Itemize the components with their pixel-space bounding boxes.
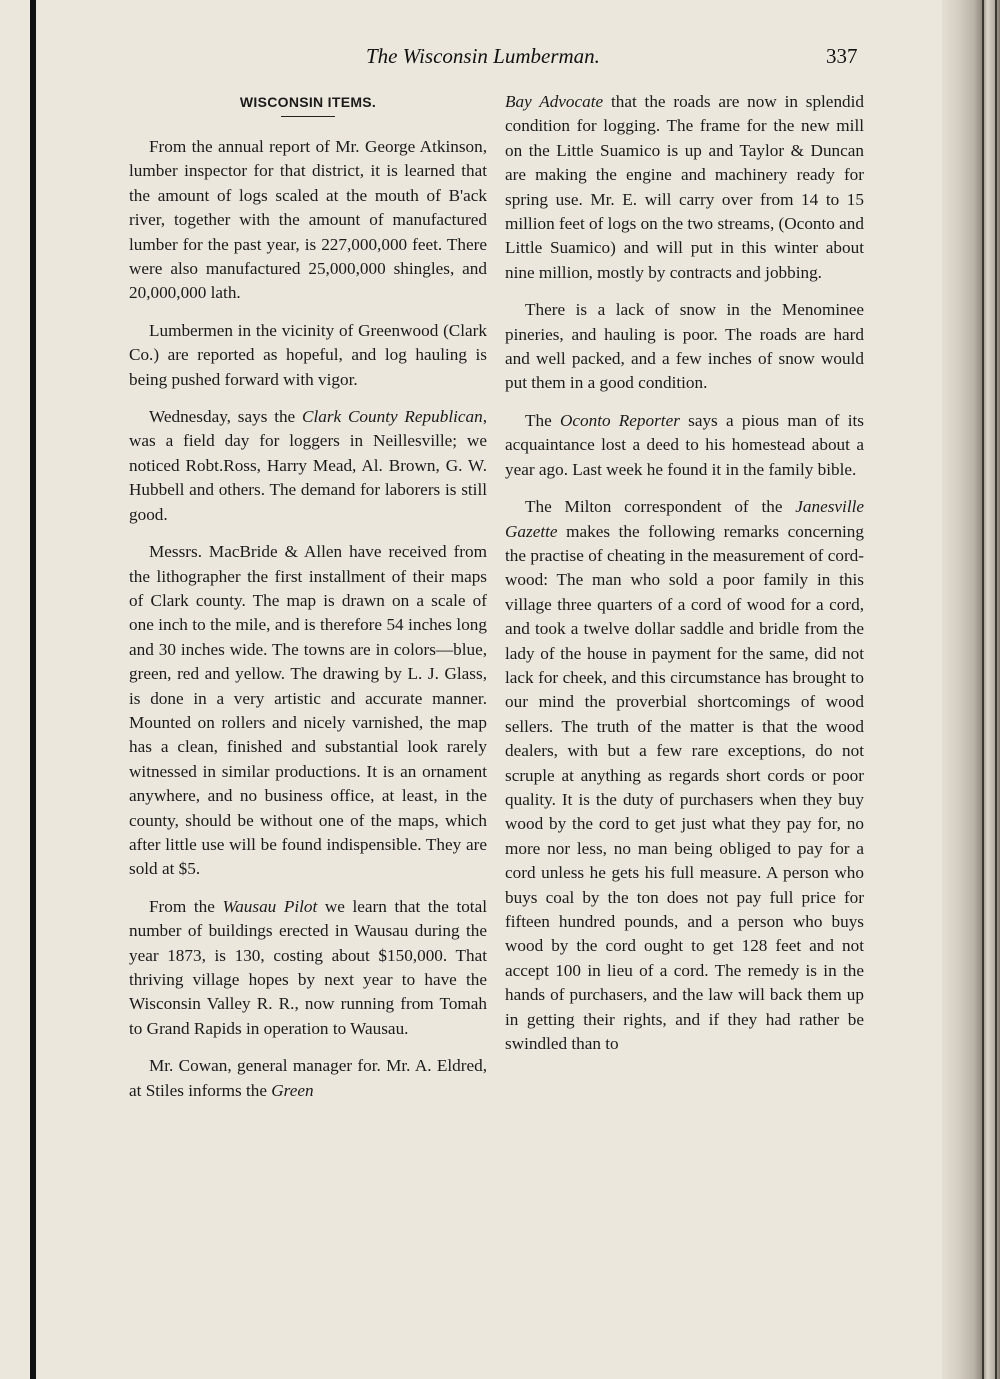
article-paragraph: Bay Advocate that the roads are now in splendid condition for logging. The frame for the new mill on the Little Suamico is up and Taylor & Duncan are making the engine and machinery ready for spring use. Mr. E. will carry over from 14 to 15 million feet of logs on the two streams, (Oconto and Little Suamico) and will put in this winter about nine million, mostly by contracts and jobbing. [505,92,864,282]
article-paragraph: Mr. Cowan, general manager for. Mr. A. Eldred, at Stiles informs the Green [129,1056,487,1100]
article-paragraph: The Oconto Reporter says a pious man of its acquaintance lost a deed to his homestead about a year ago. Last week he found it in the family bible. [505,410,864,479]
article-paragraph: There is a lack of snow in the Menominee pineries, and hauling is poor. The roads are hard and well packed, and a few inches of snow would put them in a good condition. [505,300,864,393]
article-paragraph: From the annual report of Mr. George Atkinson, lumber inspector for that district, it is learned that the amount of logs scaled at the mouth of B'ack river, together with the amount of manufactured lumber for the past year, is 227,000,000 feet. There were also manufactured 25,000,000 shingles, and 20,000,000 lath. [129,137,487,303]
page-number: 337 [826,44,858,68]
right-column [505,90,864,1056]
left-column [129,90,487,1103]
publication-name: Green [271,1080,314,1100]
article-paragraph: From the Wausau Pilot we learn that the total number of buildings erected in Wausau during the year 1873, is 130, costing about $150,000. That thriving village hopes by next year to have the Wisconsin Valley R. R., now running from Tomah to Grand Rapids in operation to Wausau. [129,896,487,1038]
running-title: The Wisconsin Lumberman. [366,44,600,68]
article-paragraph: Wednesday, says the Clark County Republican, was a field day for loggers in Neillesville; we noticed Robt.Ross, Harry Mead, Al. Brown, G. W. Hubbell and others. The demand for laborers is still good. [129,407,487,524]
publication-name: Janesville Gazette [505,497,864,541]
binding-edge [30,0,36,1379]
page-header [0,44,1000,74]
article-paragraph: The Milton correspondent of the Janesville Gazette makes the following remarks concerning the practise of cheating in the measurement of cord-wood: The man who sold a poor family in this village three quarters of a cord of wood for a cord, and took a twelve dollar saddle and bridle from the lady of the house in payment for the same, did not lack for cheek, and this circumstance has brought to our mind the proverbial shortcomings of wood sellers. The truth of the matter is that the wood dealers, with but a few rare exceptions, do not scruple at anything as regards short cords or poor quality. It is the duty of purchasers when they buy wood by the cord to get just what they pay for, no more nor less, no man being obliged to pay for a cord unless he gets his full measure. A person who buys coal by the ton does not pay full price for fifteen hundred pounds, and a person who buys wood by the cord ought to get 128 feet and not accept 100 in lieu of a cord. The remedy is in the hands of purchasers, and the law will back them up in getting their rights, and if they had rather be swindled than to [505,497,864,1054]
page-edge-shadow [942,0,1000,1379]
publication-name: Oconto Reporter [559,410,680,430]
article-paragraph: Messrs. MacBride & Allen have received from the lithographer the first installment of their maps of Clark county. The map is drawn on a scale of one inch to the mile, and is therefore 54 inches long and 30 inches wide. The towns are in colors—blue, green, red and yellow. The drawing by L. J. Glass, is done in a very artistic and accurate manner. Mounted on rollers and nicely varnished, the map has a clean, finished and substantial look rarely witnessed in similar productions. It is an ornament anywhere, and no business office, at least, in the county, should be without one of the maps, which after little use will be found indispensible. They are sold at $5. [129,542,487,879]
title-rule [281,116,335,117]
publication-name: Bay Advocate [505,92,604,111]
section-title: WISCONSIN ITEMS. [239,94,377,110]
publication-name: Clark County Republican [302,407,483,427]
article-paragraph: Lumbermen in the vicinity of Greenwood (Clark Co.) are reported as hopeful, and log hauling is being pushed forward with vigor. [129,320,487,389]
publication-name: Wausau Pilot [222,896,318,916]
